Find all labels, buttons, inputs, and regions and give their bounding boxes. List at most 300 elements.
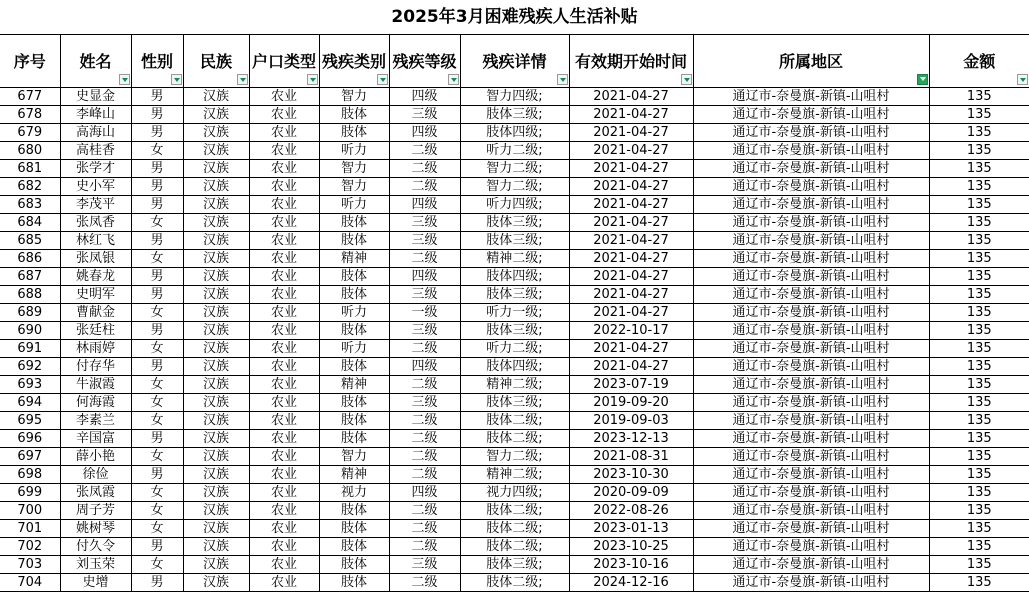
cell-disability-level[interactable]: 二级 (389, 520, 460, 538)
cell-ethnicity[interactable]: 汉族 (183, 556, 249, 574)
cell-disability-detail[interactable]: 听力一级; (460, 304, 569, 322)
cell-region[interactable]: 通辽市-奈曼旗-新镇-山咀村 (693, 232, 929, 250)
cell-household-type[interactable]: 农业 (249, 556, 319, 574)
cell-disability-detail[interactable]: 肢体三级; (460, 556, 569, 574)
cell-amount[interactable]: 135 (929, 124, 1029, 142)
cell-disability-level[interactable]: 二级 (389, 376, 460, 394)
cell-disability-detail[interactable]: 肢体三级; (460, 394, 569, 412)
cell-disability-category[interactable]: 视力 (319, 484, 389, 502)
cell-seq[interactable]: 701 (0, 520, 60, 538)
cell-gender[interactable]: 女 (131, 484, 183, 502)
cell-name[interactable]: 付久令 (60, 538, 131, 556)
cell-household-type[interactable]: 农业 (249, 88, 319, 106)
cell-disability-level[interactable]: 二级 (389, 538, 460, 556)
cell-disability-detail[interactable]: 视力四级; (460, 484, 569, 502)
cell-disability-category[interactable]: 智力 (319, 178, 389, 196)
cell-household-type[interactable]: 农业 (249, 142, 319, 160)
cell-seq[interactable]: 692 (0, 358, 60, 376)
cell-household-type[interactable]: 农业 (249, 502, 319, 520)
cell-name[interactable]: 史小军 (60, 178, 131, 196)
cell-disability-level[interactable]: 三级 (389, 556, 460, 574)
cell-region[interactable]: 通辽市-奈曼旗-新镇-山咀村 (693, 250, 929, 268)
cell-gender[interactable]: 女 (131, 394, 183, 412)
cell-region[interactable]: 通辽市-奈曼旗-新镇-山咀村 (693, 124, 929, 142)
cell-gender[interactable]: 女 (131, 412, 183, 430)
cell-amount[interactable]: 135 (929, 232, 1029, 250)
cell-name[interactable]: 张凤银 (60, 250, 131, 268)
cell-name[interactable]: 李峰山 (60, 106, 131, 124)
cell-disability-detail[interactable]: 听力二级; (460, 142, 569, 160)
cell-ethnicity[interactable]: 汉族 (183, 196, 249, 214)
cell-household-type[interactable]: 农业 (249, 178, 319, 196)
filter-dropdown-icon[interactable] (237, 74, 248, 85)
cell-amount[interactable]: 135 (929, 178, 1029, 196)
cell-household-type[interactable]: 农业 (249, 106, 319, 124)
cell-region[interactable]: 通辽市-奈曼旗-新镇-山咀村 (693, 376, 929, 394)
cell-ethnicity[interactable]: 汉族 (183, 448, 249, 466)
cell-disability-level[interactable]: 二级 (389, 160, 460, 178)
cell-start-date[interactable]: 2021-04-27 (569, 88, 693, 106)
active-filter-icon[interactable] (917, 74, 928, 85)
cell-seq[interactable]: 704 (0, 574, 60, 592)
cell-ethnicity[interactable]: 汉族 (183, 430, 249, 448)
cell-disability-category[interactable]: 肢体 (319, 556, 389, 574)
cell-start-date[interactable]: 2021-04-27 (569, 178, 693, 196)
cell-household-type[interactable]: 农业 (249, 286, 319, 304)
cell-ethnicity[interactable]: 汉族 (183, 142, 249, 160)
cell-disability-level[interactable]: 二级 (389, 142, 460, 160)
cell-household-type[interactable]: 农业 (249, 340, 319, 358)
cell-gender[interactable]: 女 (131, 520, 183, 538)
cell-start-date[interactable]: 2021-04-27 (569, 142, 693, 160)
cell-name[interactable]: 林红飞 (60, 232, 131, 250)
cell-name[interactable]: 牛淑霞 (60, 376, 131, 394)
cell-region[interactable]: 通辽市-奈曼旗-新镇-山咀村 (693, 430, 929, 448)
cell-start-date[interactable]: 2023-01-13 (569, 520, 693, 538)
cell-seq[interactable]: 685 (0, 232, 60, 250)
cell-disability-category[interactable]: 肢体 (319, 394, 389, 412)
cell-household-type[interactable]: 农业 (249, 376, 319, 394)
cell-seq[interactable]: 679 (0, 124, 60, 142)
cell-region[interactable]: 通辽市-奈曼旗-新镇-山咀村 (693, 88, 929, 106)
cell-ethnicity[interactable]: 汉族 (183, 376, 249, 394)
cell-disability-level[interactable]: 四级 (389, 358, 460, 376)
cell-name[interactable]: 张廷柱 (60, 322, 131, 340)
cell-disability-detail[interactable]: 听力四级; (460, 196, 569, 214)
cell-name[interactable]: 薛小艳 (60, 448, 131, 466)
cell-seq[interactable]: 680 (0, 142, 60, 160)
cell-household-type[interactable]: 农业 (249, 358, 319, 376)
cell-seq[interactable]: 703 (0, 556, 60, 574)
cell-seq[interactable]: 683 (0, 196, 60, 214)
cell-region[interactable]: 通辽市-奈曼旗-新镇-山咀村 (693, 358, 929, 376)
cell-region[interactable]: 通辽市-奈曼旗-新镇-山咀村 (693, 322, 929, 340)
cell-name[interactable]: 高海山 (60, 124, 131, 142)
filter-dropdown-icon[interactable] (681, 74, 692, 85)
cell-household-type[interactable]: 农业 (249, 484, 319, 502)
cell-disability-category[interactable]: 肢体 (319, 358, 389, 376)
cell-disability-category[interactable]: 肢体 (319, 124, 389, 142)
cell-disability-level[interactable]: 四级 (389, 484, 460, 502)
cell-disability-detail[interactable]: 精神二级; (460, 466, 569, 484)
cell-disability-detail[interactable]: 肢体二级; (460, 502, 569, 520)
cell-seq[interactable]: 681 (0, 160, 60, 178)
cell-disability-category[interactable]: 听力 (319, 142, 389, 160)
cell-ethnicity[interactable]: 汉族 (183, 286, 249, 304)
cell-disability-category[interactable]: 听力 (319, 196, 389, 214)
cell-ethnicity[interactable]: 汉族 (183, 484, 249, 502)
cell-ethnicity[interactable]: 汉族 (183, 304, 249, 322)
cell-gender[interactable]: 男 (131, 268, 183, 286)
cell-start-date[interactable]: 2021-04-27 (569, 106, 693, 124)
cell-seq[interactable]: 690 (0, 322, 60, 340)
cell-start-date[interactable]: 2022-08-26 (569, 502, 693, 520)
cell-disability-level[interactable]: 二级 (389, 340, 460, 358)
cell-disability-detail[interactable]: 肢体二级; (460, 430, 569, 448)
cell-disability-level[interactable]: 二级 (389, 574, 460, 592)
cell-start-date[interactable]: 2020-09-09 (569, 484, 693, 502)
cell-disability-category[interactable]: 精神 (319, 376, 389, 394)
cell-region[interactable]: 通辽市-奈曼旗-新镇-山咀村 (693, 214, 929, 232)
cell-ethnicity[interactable]: 汉族 (183, 160, 249, 178)
cell-disability-category[interactable]: 肢体 (319, 268, 389, 286)
cell-disability-level[interactable]: 一级 (389, 304, 460, 322)
cell-region[interactable]: 通辽市-奈曼旗-新镇-山咀村 (693, 556, 929, 574)
cell-amount[interactable]: 135 (929, 574, 1029, 592)
cell-name[interactable]: 李素兰 (60, 412, 131, 430)
cell-disability-detail[interactable]: 肢体四级; (460, 358, 569, 376)
cell-disability-level[interactable]: 三级 (389, 232, 460, 250)
cell-amount[interactable]: 135 (929, 322, 1029, 340)
cell-household-type[interactable]: 农业 (249, 196, 319, 214)
cell-disability-category[interactable]: 肢体 (319, 214, 389, 232)
cell-household-type[interactable]: 农业 (249, 448, 319, 466)
cell-name[interactable]: 周子芳 (60, 502, 131, 520)
cell-start-date[interactable]: 2021-04-27 (569, 304, 693, 322)
cell-disability-detail[interactable]: 听力二级; (460, 340, 569, 358)
filter-dropdown-icon[interactable] (171, 74, 182, 85)
cell-household-type[interactable]: 农业 (249, 520, 319, 538)
cell-gender[interactable]: 男 (131, 538, 183, 556)
cell-seq[interactable]: 695 (0, 412, 60, 430)
filter-dropdown-icon[interactable] (119, 74, 130, 85)
cell-region[interactable]: 通辽市-奈曼旗-新镇-山咀村 (693, 340, 929, 358)
cell-amount[interactable]: 135 (929, 412, 1029, 430)
cell-household-type[interactable]: 农业 (249, 412, 319, 430)
cell-region[interactable]: 通辽市-奈曼旗-新镇-山咀村 (693, 160, 929, 178)
cell-disability-category[interactable]: 肢体 (319, 412, 389, 430)
cell-amount[interactable]: 135 (929, 88, 1029, 106)
cell-start-date[interactable]: 2021-04-27 (569, 286, 693, 304)
cell-amount[interactable]: 135 (929, 160, 1029, 178)
cell-start-date[interactable]: 2023-10-30 (569, 466, 693, 484)
cell-ethnicity[interactable]: 汉族 (183, 466, 249, 484)
cell-name[interactable]: 姚树琴 (60, 520, 131, 538)
cell-disability-category[interactable]: 肢体 (319, 286, 389, 304)
cell-name[interactable]: 高桂香 (60, 142, 131, 160)
cell-seq[interactable]: 702 (0, 538, 60, 556)
cell-disability-level[interactable]: 三级 (389, 322, 460, 340)
cell-disability-category[interactable]: 智力 (319, 88, 389, 106)
cell-household-type[interactable]: 农业 (249, 466, 319, 484)
cell-gender[interactable]: 男 (131, 124, 183, 142)
cell-ethnicity[interactable]: 汉族 (183, 250, 249, 268)
cell-amount[interactable]: 135 (929, 448, 1029, 466)
filter-dropdown-icon[interactable] (307, 74, 318, 85)
cell-start-date[interactable]: 2023-12-13 (569, 430, 693, 448)
cell-household-type[interactable]: 农业 (249, 430, 319, 448)
cell-gender[interactable]: 男 (131, 88, 183, 106)
cell-disability-level[interactable]: 三级 (389, 106, 460, 124)
cell-name[interactable]: 张凤香 (60, 214, 131, 232)
cell-name[interactable]: 史明军 (60, 286, 131, 304)
cell-start-date[interactable]: 2021-04-27 (569, 160, 693, 178)
cell-name[interactable]: 付存华 (60, 358, 131, 376)
cell-seq[interactable]: 694 (0, 394, 60, 412)
cell-seq[interactable]: 686 (0, 250, 60, 268)
cell-disability-detail[interactable]: 肢体二级; (460, 412, 569, 430)
cell-amount[interactable]: 135 (929, 430, 1029, 448)
cell-disability-level[interactable]: 二级 (389, 466, 460, 484)
cell-disability-detail[interactable]: 智力二级; (460, 448, 569, 466)
cell-disability-level[interactable]: 二级 (389, 412, 460, 430)
cell-amount[interactable]: 135 (929, 484, 1029, 502)
cell-seq[interactable]: 678 (0, 106, 60, 124)
cell-amount[interactable]: 135 (929, 304, 1029, 322)
cell-disability-detail[interactable]: 智力二级; (460, 160, 569, 178)
cell-disability-level[interactable]: 四级 (389, 268, 460, 286)
cell-ethnicity[interactable]: 汉族 (183, 520, 249, 538)
cell-gender[interactable]: 男 (131, 232, 183, 250)
cell-household-type[interactable]: 农业 (249, 124, 319, 142)
cell-gender[interactable]: 女 (131, 556, 183, 574)
cell-disability-detail[interactable]: 智力二级; (460, 178, 569, 196)
cell-seq[interactable]: 700 (0, 502, 60, 520)
cell-amount[interactable]: 135 (929, 214, 1029, 232)
cell-household-type[interactable]: 农业 (249, 232, 319, 250)
cell-region[interactable]: 通辽市-奈曼旗-新镇-山咀村 (693, 268, 929, 286)
cell-amount[interactable]: 135 (929, 538, 1029, 556)
cell-disability-level[interactable]: 二级 (389, 430, 460, 448)
cell-disability-detail[interactable]: 肢体三级; (460, 232, 569, 250)
cell-household-type[interactable]: 农业 (249, 322, 319, 340)
cell-gender[interactable]: 男 (131, 178, 183, 196)
cell-name[interactable]: 史显金 (60, 88, 131, 106)
cell-disability-detail[interactable]: 肢体三级; (460, 286, 569, 304)
cell-ethnicity[interactable]: 汉族 (183, 178, 249, 196)
cell-region[interactable]: 通辽市-奈曼旗-新镇-山咀村 (693, 286, 929, 304)
cell-name[interactable]: 李茂平 (60, 196, 131, 214)
filter-dropdown-icon[interactable] (448, 74, 459, 85)
cell-disability-detail[interactable]: 精神二级; (460, 250, 569, 268)
cell-ethnicity[interactable]: 汉族 (183, 394, 249, 412)
cell-disability-level[interactable]: 二级 (389, 502, 460, 520)
cell-gender[interactable]: 男 (131, 286, 183, 304)
cell-region[interactable]: 通辽市-奈曼旗-新镇-山咀村 (693, 520, 929, 538)
cell-gender[interactable]: 女 (131, 214, 183, 232)
cell-region[interactable]: 通辽市-奈曼旗-新镇-山咀村 (693, 574, 929, 592)
cell-gender[interactable]: 男 (131, 574, 183, 592)
cell-disability-category[interactable]: 精神 (319, 250, 389, 268)
cell-seq[interactable]: 684 (0, 214, 60, 232)
cell-name[interactable]: 曹献金 (60, 304, 131, 322)
cell-region[interactable]: 通辽市-奈曼旗-新镇-山咀村 (693, 484, 929, 502)
cell-seq[interactable]: 699 (0, 484, 60, 502)
cell-seq[interactable]: 689 (0, 304, 60, 322)
cell-seq[interactable]: 693 (0, 376, 60, 394)
cell-region[interactable]: 通辽市-奈曼旗-新镇-山咀村 (693, 394, 929, 412)
cell-name[interactable]: 姚春龙 (60, 268, 131, 286)
cell-ethnicity[interactable]: 汉族 (183, 412, 249, 430)
cell-disability-detail[interactable]: 智力四级; (460, 88, 569, 106)
cell-disability-category[interactable]: 智力 (319, 160, 389, 178)
cell-seq[interactable]: 688 (0, 286, 60, 304)
cell-disability-detail[interactable]: 精神二级; (460, 376, 569, 394)
cell-disability-detail[interactable]: 肢体三级; (460, 322, 569, 340)
cell-region[interactable]: 通辽市-奈曼旗-新镇-山咀村 (693, 538, 929, 556)
cell-disability-level[interactable]: 四级 (389, 196, 460, 214)
cell-start-date[interactable]: 2021-04-27 (569, 358, 693, 376)
cell-amount[interactable]: 135 (929, 502, 1029, 520)
cell-start-date[interactable]: 2021-08-31 (569, 448, 693, 466)
cell-start-date[interactable]: 2019-09-03 (569, 412, 693, 430)
cell-region[interactable]: 通辽市-奈曼旗-新镇-山咀村 (693, 106, 929, 124)
cell-disability-category[interactable]: 肢体 (319, 538, 389, 556)
cell-start-date[interactable]: 2021-04-27 (569, 124, 693, 142)
cell-gender[interactable]: 男 (131, 430, 183, 448)
cell-seq[interactable]: 698 (0, 466, 60, 484)
cell-start-date[interactable]: 2023-10-25 (569, 538, 693, 556)
cell-start-date[interactable]: 2019-09-20 (569, 394, 693, 412)
cell-name[interactable]: 张凤霞 (60, 484, 131, 502)
cell-disability-level[interactable]: 三级 (389, 214, 460, 232)
cell-amount[interactable]: 135 (929, 268, 1029, 286)
cell-disability-category[interactable]: 肢体 (319, 232, 389, 250)
cell-gender[interactable]: 女 (131, 448, 183, 466)
cell-name[interactable]: 辛国富 (60, 430, 131, 448)
cell-gender[interactable]: 女 (131, 250, 183, 268)
cell-ethnicity[interactable]: 汉族 (183, 88, 249, 106)
cell-disability-level[interactable]: 二级 (389, 178, 460, 196)
cell-amount[interactable]: 135 (929, 376, 1029, 394)
cell-disability-level[interactable]: 三级 (389, 286, 460, 304)
cell-gender[interactable]: 男 (131, 106, 183, 124)
cell-disability-category[interactable]: 肢体 (319, 106, 389, 124)
cell-ethnicity[interactable]: 汉族 (183, 502, 249, 520)
cell-start-date[interactable]: 2021-04-27 (569, 268, 693, 286)
cell-disability-detail[interactable]: 肢体三级; (460, 214, 569, 232)
cell-amount[interactable]: 135 (929, 394, 1029, 412)
cell-household-type[interactable]: 农业 (249, 250, 319, 268)
cell-region[interactable]: 通辽市-奈曼旗-新镇-山咀村 (693, 178, 929, 196)
cell-region[interactable]: 通辽市-奈曼旗-新镇-山咀村 (693, 412, 929, 430)
cell-gender[interactable]: 女 (131, 304, 183, 322)
cell-start-date[interactable]: 2023-10-16 (569, 556, 693, 574)
cell-seq[interactable]: 682 (0, 178, 60, 196)
cell-region[interactable]: 通辽市-奈曼旗-新镇-山咀村 (693, 466, 929, 484)
cell-disability-detail[interactable]: 肢体四级; (460, 268, 569, 286)
filter-dropdown-icon[interactable] (377, 74, 388, 85)
cell-disability-level[interactable]: 三级 (389, 394, 460, 412)
cell-seq[interactable]: 697 (0, 448, 60, 466)
cell-disability-category[interactable]: 肢体 (319, 574, 389, 592)
cell-disability-detail[interactable]: 肢体二级; (460, 520, 569, 538)
cell-seq[interactable]: 677 (0, 88, 60, 106)
cell-disability-detail[interactable]: 肢体二级; (460, 574, 569, 592)
cell-start-date[interactable]: 2024-12-16 (569, 574, 693, 592)
cell-gender[interactable]: 女 (131, 142, 183, 160)
cell-region[interactable]: 通辽市-奈曼旗-新镇-山咀村 (693, 142, 929, 160)
cell-amount[interactable]: 135 (929, 340, 1029, 358)
cell-start-date[interactable]: 2022-10-17 (569, 322, 693, 340)
cell-ethnicity[interactable]: 汉族 (183, 574, 249, 592)
cell-disability-level[interactable]: 四级 (389, 124, 460, 142)
cell-amount[interactable]: 135 (929, 106, 1029, 124)
cell-household-type[interactable]: 农业 (249, 394, 319, 412)
cell-disability-level[interactable]: 四级 (389, 88, 460, 106)
cell-name[interactable]: 徐俭 (60, 466, 131, 484)
cell-ethnicity[interactable]: 汉族 (183, 322, 249, 340)
cell-gender[interactable]: 男 (131, 160, 183, 178)
cell-start-date[interactable]: 2021-04-27 (569, 214, 693, 232)
cell-gender[interactable]: 男 (131, 358, 183, 376)
cell-amount[interactable]: 135 (929, 142, 1029, 160)
cell-gender[interactable]: 男 (131, 322, 183, 340)
cell-disability-category[interactable]: 肢体 (319, 502, 389, 520)
cell-start-date[interactable]: 2021-04-27 (569, 340, 693, 358)
cell-disability-detail[interactable]: 肢体二级; (460, 538, 569, 556)
cell-ethnicity[interactable]: 汉族 (183, 538, 249, 556)
cell-name[interactable]: 张学才 (60, 160, 131, 178)
filter-dropdown-icon[interactable] (1017, 74, 1028, 85)
cell-household-type[interactable]: 农业 (249, 574, 319, 592)
cell-region[interactable]: 通辽市-奈曼旗-新镇-山咀村 (693, 448, 929, 466)
cell-ethnicity[interactable]: 汉族 (183, 124, 249, 142)
cell-disability-category[interactable]: 听力 (319, 340, 389, 358)
cell-disability-detail[interactable]: 肢体三级; (460, 106, 569, 124)
filter-dropdown-icon[interactable] (557, 74, 568, 85)
cell-gender[interactable]: 女 (131, 376, 183, 394)
cell-start-date[interactable]: 2021-04-27 (569, 196, 693, 214)
cell-gender[interactable]: 女 (131, 340, 183, 358)
cell-ethnicity[interactable]: 汉族 (183, 106, 249, 124)
cell-ethnicity[interactable]: 汉族 (183, 268, 249, 286)
cell-start-date[interactable]: 2021-04-27 (569, 232, 693, 250)
cell-ethnicity[interactable]: 汉族 (183, 358, 249, 376)
cell-household-type[interactable]: 农业 (249, 160, 319, 178)
cell-name[interactable]: 刘玉荣 (60, 556, 131, 574)
cell-seq[interactable]: 687 (0, 268, 60, 286)
cell-household-type[interactable]: 农业 (249, 214, 319, 232)
cell-region[interactable]: 通辽市-奈曼旗-新镇-山咀村 (693, 502, 929, 520)
cell-disability-category[interactable]: 肢体 (319, 322, 389, 340)
cell-amount[interactable]: 135 (929, 250, 1029, 268)
cell-amount[interactable]: 135 (929, 556, 1029, 574)
cell-disability-category[interactable]: 智力 (319, 448, 389, 466)
cell-disability-category[interactable]: 精神 (319, 466, 389, 484)
cell-ethnicity[interactable]: 汉族 (183, 214, 249, 232)
cell-disability-category[interactable]: 听力 (319, 304, 389, 322)
cell-name[interactable]: 林雨婷 (60, 340, 131, 358)
cell-start-date[interactable]: 2021-04-27 (569, 250, 693, 268)
cell-disability-level[interactable]: 二级 (389, 448, 460, 466)
cell-name[interactable]: 史增 (60, 574, 131, 592)
cell-amount[interactable]: 135 (929, 196, 1029, 214)
cell-amount[interactable]: 135 (929, 520, 1029, 538)
cell-disability-level[interactable]: 二级 (389, 250, 460, 268)
cell-gender[interactable]: 女 (131, 502, 183, 520)
cell-amount[interactable]: 135 (929, 286, 1029, 304)
